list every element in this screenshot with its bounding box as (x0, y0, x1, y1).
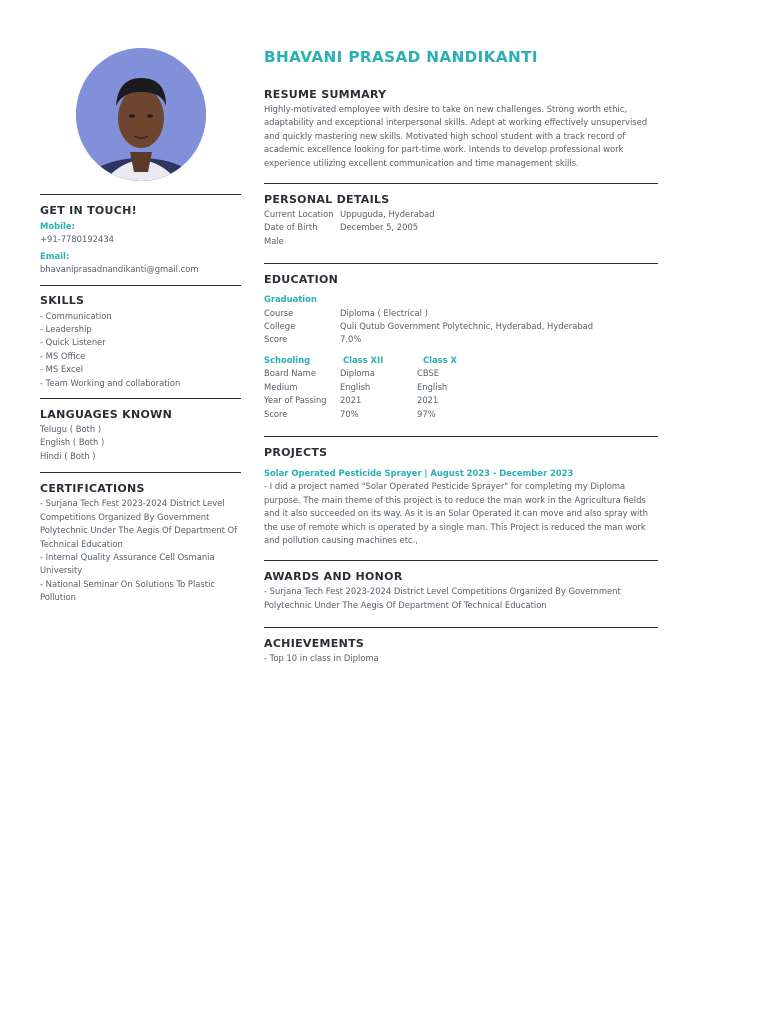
skill-item: - Leadership (40, 324, 92, 335)
schooling-header (264, 354, 658, 367)
class-xii-value: Diploma (340, 368, 375, 379)
project-title: Solar Operated Pesticide Sprayer | August 2023 - December 2023 (264, 467, 574, 478)
mobile-value: +91-7780192434 (40, 234, 114, 245)
skills-section (40, 285, 241, 390)
certifications-section (40, 472, 241, 604)
language-item: English ( Both ) (40, 437, 105, 448)
achievements-heading: ACHIEVEMENTS (264, 637, 365, 651)
grad-score-label: Score (264, 334, 288, 345)
education-heading: EDUCATION (264, 273, 339, 287)
class-xii-value: 70% (340, 408, 359, 419)
skills-heading: SKILLS (40, 293, 85, 307)
language-item: Telugu ( Both ) (40, 424, 102, 435)
schooling-row (264, 394, 658, 407)
personal-section (264, 183, 658, 248)
languages-heading: LANGUAGES KNOWN (40, 408, 173, 422)
language-item: Hindi ( Both ) (40, 450, 96, 461)
left-column (40, 48, 241, 605)
class-x-value: CBSE (417, 368, 440, 379)
achievements-text: - Top 10 in class in Diploma (264, 653, 379, 664)
projects-heading: PROJECTS (264, 445, 328, 459)
summary-text: Highly-motivated employee with desire to take on new challenges. Strong worth ethic, adaptability and exceptional interpersonal skills. Adept at working effectively unsupervised and quickly mastering new skills. Motivated high school student with a track record of academic excellence looking for part-time work. Intends to develop professional work experience utilizing excellent communication and time management skills. (264, 104, 648, 168)
education-section (264, 263, 658, 421)
skill-item: - Quick Listener (40, 337, 106, 348)
skill-item: - MS Excel (40, 364, 84, 375)
class-x-value: English (417, 381, 448, 392)
course-value: Diploma ( Electrical ) (340, 307, 428, 318)
schooling-title: Schooling (264, 354, 311, 365)
email-label: Email: (40, 250, 70, 261)
location-row (264, 208, 658, 221)
college-row (264, 320, 658, 333)
contact-heading: GET IN TOUCH! (40, 204, 137, 217)
awards-heading: AWARDS AND HONOR (264, 570, 403, 584)
candidate-name: BHAVANI PRASAD NANDIKANTI (264, 48, 538, 66)
class-x-value: 97% (417, 408, 436, 419)
schooling-row-label: Score (264, 408, 288, 419)
schooling-row (264, 381, 658, 394)
course-label: Course (264, 307, 294, 318)
dob-label: Date of Birth (264, 222, 318, 233)
certification-item: - Surjana Tech Fest 2023-2024 District Level Competitions Organized By Government Polytechnic Under The Aegis Of Department Of Technical Education (40, 498, 238, 549)
location-value: Uppuguda, Hyderabad (340, 209, 435, 220)
schooling-row (264, 408, 658, 421)
right-column (264, 48, 658, 666)
class-xii-header: Class XII (343, 354, 384, 365)
summary-heading: RESUME SUMMARY (264, 88, 387, 101)
class-x-header: Class X (423, 354, 458, 365)
grad-score-value: 7.0% (340, 334, 362, 345)
contact-section (40, 194, 241, 277)
certification-item: - Internal Quality Assurance Cell Osmania University (40, 551, 215, 576)
achievements-section (264, 627, 658, 665)
certification-item: - National Seminar On Solutions To Plastic Pollution (40, 578, 216, 603)
awards-text: - Surjana Tech Fest 2023-2024 District Level Competitions Organized By Government Polytechnic Under The Aegis Of Department Of Technical Education (264, 586, 621, 610)
course-row (264, 307, 658, 320)
college-value: Quli Qutub Government Polytechnic, Hyderabad, Hyderabad (340, 321, 594, 332)
graduation-title: Graduation (264, 294, 317, 305)
certifications-heading: CERTIFICATIONS (40, 482, 145, 496)
location-label: Current Location (264, 209, 334, 220)
mobile-label: Mobile: (40, 221, 75, 231)
languages-section (40, 398, 241, 463)
grad-score-row (264, 333, 658, 346)
dob-row (264, 221, 658, 234)
skill-item: - Communication (40, 310, 112, 321)
schooling-row-label: Year of Passing (264, 395, 327, 406)
class-xii-value: English (340, 381, 371, 392)
summary-section (264, 88, 658, 170)
gender-value: Male (264, 235, 284, 246)
schooling-row-label: Medium (264, 381, 298, 392)
personal-heading: PERSONAL DETAILS (264, 193, 390, 207)
email-value: bhavaniprasadnandikanti@gmail.com (40, 264, 199, 275)
class-x-value: 2021 (417, 395, 439, 406)
project-text: - I did a project named "Solar Operated Pesticide Sprayer" for completing my Diploma purpose. The main theme of this project is to reduce the man work in the Agricultura fields and it also succeeded on its way. As it is an Solar Operated it can move and also spray with the use of remote which is operated by a single man. This Project is reduced the man work and pollution causing machines etc., (264, 481, 648, 545)
projects-section (264, 436, 658, 547)
class-xii-value: 2021 (340, 395, 362, 406)
schooling-row (264, 367, 658, 380)
skill-item: - MS Office (40, 350, 86, 361)
schooling-row-label: Board Name (264, 368, 316, 379)
dob-value: December 5, 2005 (340, 222, 419, 233)
profile-photo (76, 48, 206, 181)
college-label: College (264, 321, 296, 332)
skill-item: - Team Working and collaboration (40, 377, 181, 388)
awards-section (264, 560, 658, 612)
